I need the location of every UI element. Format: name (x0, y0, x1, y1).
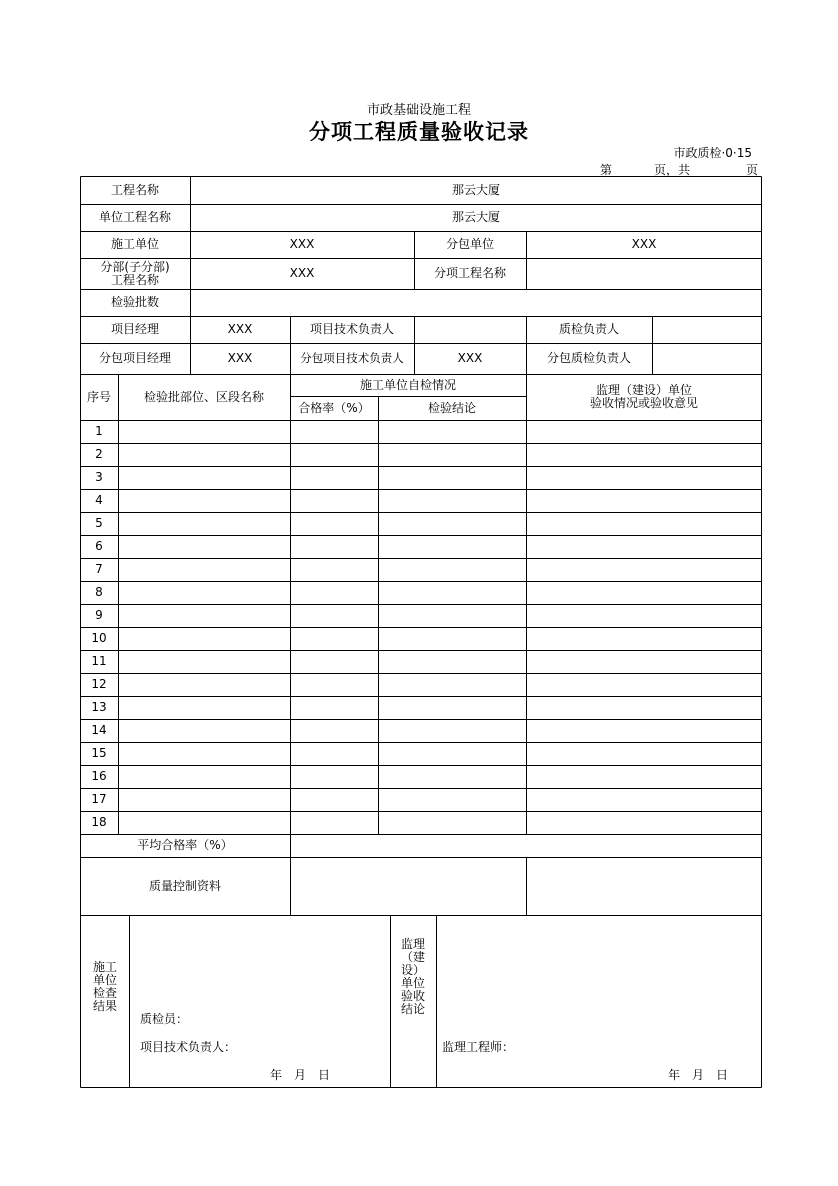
row-number: 2 (95, 447, 103, 461)
col-pass-rate-header: 合格率（%） (298, 400, 370, 415)
row-number: 17 (91, 792, 107, 806)
date-right: 年 月 日 (668, 1068, 729, 1082)
col-supervision-line1: 监理（建设）单位 (595, 383, 692, 397)
qc-inspector-sign: 质检员： (140, 1012, 189, 1026)
batch-count-value (190, 289, 762, 316)
form-subtitle: 市政基础设施工程 (366, 103, 471, 118)
row-number: 1 (95, 424, 103, 438)
sub-qc-lead-value (652, 343, 762, 374)
batch-count-label: 检验批数 (110, 295, 159, 309)
row-number: 10 (91, 631, 107, 645)
sub-item-label: 分项工程名称 (433, 266, 506, 280)
division-label-line1: 分部(子分部) (100, 259, 170, 274)
row-number: 18 (91, 815, 107, 829)
subcontractor-value: XXX (631, 237, 657, 251)
tech-lead-sign: 项目技术负责人： (140, 1040, 237, 1054)
supervision-result-label: 监理（建设）单位验收结论 (400, 936, 425, 1016)
row-number: 8 (95, 585, 103, 599)
row-number: 11 (91, 654, 107, 668)
col-conclusion-header: 检验结论 (427, 400, 476, 415)
row-number: 7 (95, 562, 103, 576)
col-supervision-line2: 验收情况或验收意见 (589, 396, 698, 410)
sub-pm-label: 分包项目经理 (98, 351, 171, 365)
project-name-value: 那云大厦 (451, 182, 500, 197)
row-number: 4 (95, 493, 103, 507)
tech-lead-value (414, 316, 526, 343)
unit-project-value: 那云大厦 (451, 210, 500, 224)
contractor-value: XXX (289, 237, 315, 251)
row-number: 16 (91, 769, 107, 783)
page-ye: 页 (746, 163, 759, 177)
sub-pm-value: XXX (227, 351, 253, 365)
row-number: 15 (91, 746, 107, 760)
project-name-label: 工程名称 (110, 182, 159, 197)
page-ye-gong: 页，共 (654, 163, 691, 177)
sub-tech-lead-label: 分包项目技术负责人 (300, 351, 404, 365)
col-supervision-header (526, 374, 762, 420)
contractor-label: 施工单位 (110, 237, 159, 251)
page-di: 第 (600, 163, 613, 177)
contractor-result-label: 施工单位检查结果 (92, 959, 117, 1013)
avg-pass-rate-label: 平均合格率（%） (137, 838, 233, 852)
col-seq-header: 序号 (86, 389, 111, 404)
record-table (80, 176, 762, 1088)
form-title: 分项工程质量验收记录 (309, 119, 529, 144)
row-number: 14 (91, 723, 107, 737)
col-self-check-header: 施工单位自检情况 (359, 377, 456, 392)
division-label-line2: 工程名称 (110, 272, 159, 287)
division-label (80, 258, 190, 289)
row-number: 13 (91, 700, 107, 714)
tech-lead-label: 项目技术负责人 (309, 322, 394, 336)
sub-item-value (526, 258, 762, 289)
supervision-engineer-sign: 监理工程师： (442, 1040, 515, 1054)
division-value: XXX (289, 266, 315, 280)
qc-lead-label: 质检负责人 (558, 322, 619, 336)
col-location-header: 检验批部位、区段名称 (143, 389, 264, 404)
form-code: 市政质检·0·15 (673, 146, 752, 160)
row-number: 3 (95, 470, 103, 484)
row-number: 5 (95, 516, 103, 530)
row-number: 6 (95, 539, 103, 553)
date-left: 年 月 日 (270, 1068, 331, 1082)
row-number: 12 (91, 677, 107, 691)
qc-lead-value (652, 316, 762, 343)
row-number: 9 (95, 608, 103, 622)
sub-tech-lead-value: XXX (457, 351, 483, 365)
unit-project-label: 单位工程名称 (98, 210, 171, 224)
pm-value: XXX (227, 322, 253, 336)
sub-qc-lead-label: 分包质检负责人 (546, 351, 631, 365)
subcontractor-label: 分包单位 (445, 237, 494, 251)
quality-docs-label: 质量控制资料 (148, 878, 221, 893)
pm-label: 项目经理 (110, 322, 159, 336)
